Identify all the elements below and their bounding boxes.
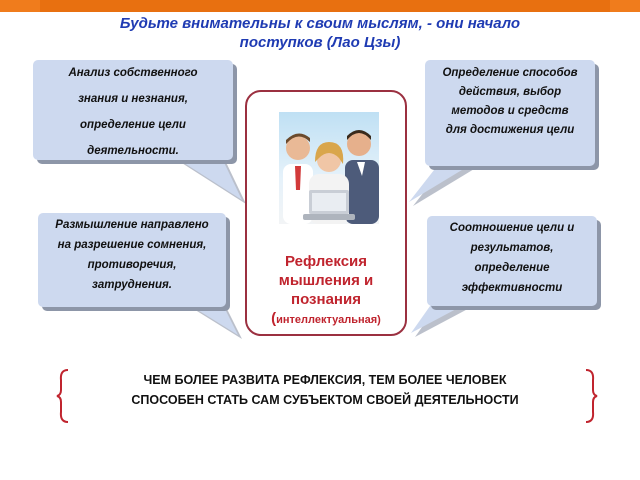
- callout-4-line: Соотношение цели и: [449, 222, 575, 234]
- callout-1-line: знания и незнания,: [78, 93, 188, 105]
- center-caption-line: познания: [291, 291, 361, 308]
- callout-evaluation: [427, 216, 597, 306]
- center-caption: [247, 252, 405, 330]
- callout-4-line: результатов,: [470, 242, 554, 254]
- team-photo: [279, 112, 379, 224]
- title-line-1: Будьте внимательны к своим мыслям, - они начало: [119, 15, 521, 32]
- center-frame: [245, 90, 407, 336]
- people-laptop-illustration: [279, 112, 379, 224]
- conclusion-statement: [70, 370, 580, 410]
- callout-2-line: Определение способов: [442, 67, 578, 79]
- callout-4-line: определение: [474, 262, 550, 274]
- center-caption-line: Рефлексия: [284, 253, 368, 270]
- conclusion-line-2: СПОСОБЕН СТАТЬ САМ СУБЪЕКТОМ СВОЕЙ ДЕЯТЕЛЬНОСТИ: [131, 393, 519, 407]
- callout-3-line: затруднения.: [91, 279, 172, 291]
- callout-1-line: Анализ собственного: [68, 67, 198, 79]
- page-title: [40, 14, 600, 52]
- left-brace-icon: [56, 368, 70, 424]
- callout-1-line: определение цели: [80, 119, 186, 131]
- center-caption-line: мышления и: [278, 272, 374, 289]
- callout-methods: [425, 60, 595, 166]
- title-line-2: поступков (Лао Цзы): [239, 34, 401, 51]
- callout-3-line: противоречия,: [87, 259, 177, 271]
- callout-4-line: эффективности: [461, 282, 563, 294]
- conclusion-line-1: ЧЕМ БОЛЕЕ РАЗВИТА РЕФЛЕКСИЯ, ТЕМ БОЛЕЕ ЧЕЛОВЕК: [143, 373, 507, 387]
- callout-2-line: методов и средств: [451, 105, 569, 117]
- callout-reflection: [38, 213, 226, 307]
- center-caption-subtitle: интеллектуальная): [276, 314, 381, 326]
- callout-3-line: Размышление направлено: [55, 219, 209, 231]
- callout-1-line: деятельности.: [87, 145, 179, 157]
- callout-2-line: действия, выбор: [458, 86, 562, 98]
- callout-3-line: на разрешение сомнения,: [57, 239, 207, 251]
- top-accent-bar: [0, 0, 640, 12]
- callout-self-analysis: [33, 60, 233, 160]
- right-brace-icon: [584, 368, 598, 424]
- callout-2-line: для достижения цели: [445, 124, 575, 136]
- center-caption-paren: (: [271, 310, 277, 327]
